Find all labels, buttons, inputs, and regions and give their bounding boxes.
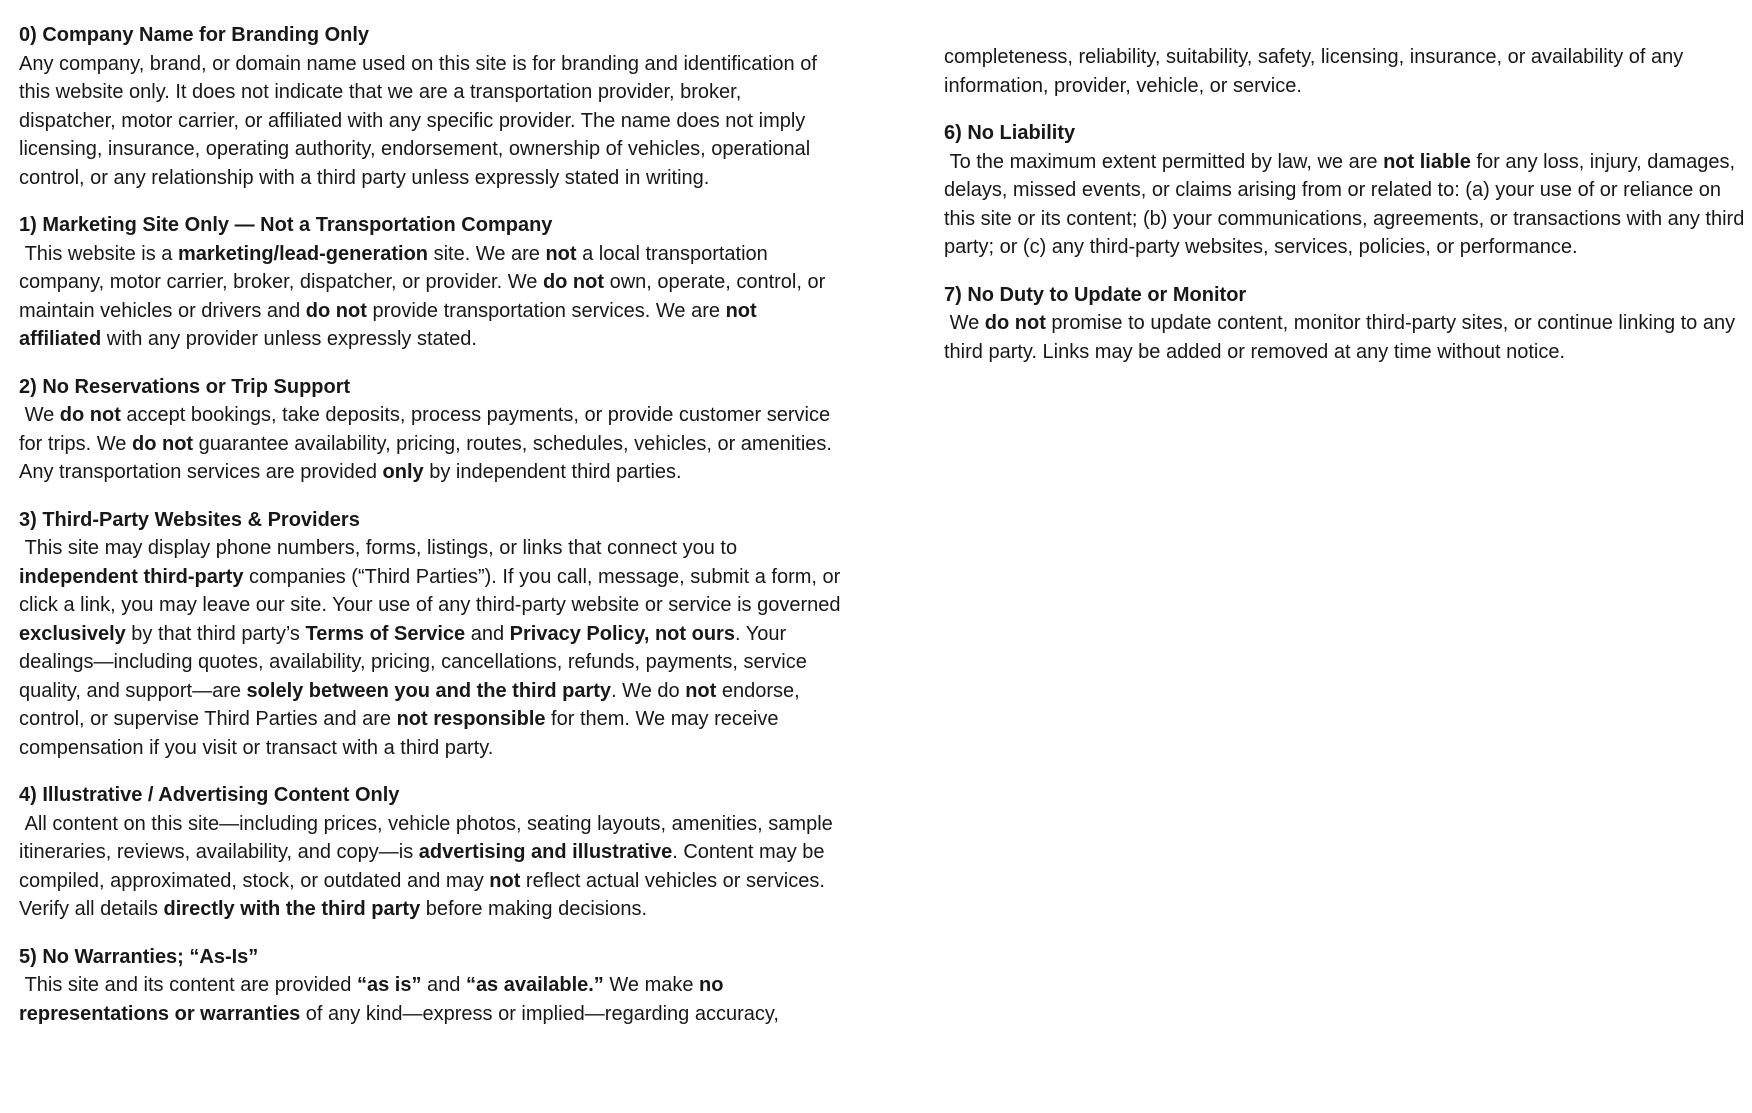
emphasis-text: “as is”	[356, 974, 422, 996]
disclaimer-section	[19, 506, 847, 763]
emphasis-text: do not	[59, 404, 121, 426]
section-heading: 0) Company Name for Branding Only	[19, 24, 370, 46]
section-paragraph: We do not accept bookings, take deposits, process payments, or provide customer service for trips. We do not guarantee availability, pricing, routes, schedules, vehicles, or amenities. Any transportation services are provided only by independent third parties.	[19, 404, 837, 483]
section-heading: 5) No Warranties; “As-Is”	[19, 945, 259, 968]
emphasis-text: “as available.”	[465, 974, 604, 996]
disclaimer-section	[19, 373, 841, 487]
disclaimer-section	[19, 781, 841, 924]
disclaimer-section	[944, 119, 1752, 262]
section-paragraph: We do not promise to update content, monitor third-party sites, or continue linking to any third party. Links may be added or removed at any time without notice.	[944, 312, 1741, 363]
disclaimer-section	[944, 281, 1752, 367]
emphasis-text: do not	[305, 299, 367, 322]
emphasis-text: Privacy Policy, not ours	[509, 622, 735, 645]
emphasis-text: not responsible	[396, 708, 546, 730]
emphasis-text: Terms of Service	[305, 622, 466, 645]
emphasis-text: only	[382, 461, 424, 483]
emphasis-text: do not	[984, 312, 1046, 334]
emphasis-text: not	[685, 679, 717, 702]
section-paragraph: To the maximum extent permitted by law, we are not liable for any loss, injury, damages, delays, missed events, or claims arising from or related to: (a) your use of or reliance on this site or its content; (b) your communications, agreements, or transactions with any third party; or (c) any third-party websites, services, policies, or performance.	[944, 150, 1750, 258]
section-heading: 4) Illustrative / Advertising Content Only	[19, 784, 400, 806]
emphasis-text: do not	[132, 432, 194, 455]
section-paragraph: Any company, brand, or domain name used on this site is for branding and identification of this website only. It does not indicate that we are a transportation provider, broker, dispatcher, motor carrier, or affiliated with any specific provider. The name does not imply licensing, insurance, operating authority, endorsement, ownership of vehicles, operational control, or any relationship with a third party unless expressly stated in writing.	[19, 52, 823, 189]
emphasis-text: exclusively	[19, 622, 126, 645]
emphasis-text: advertising and illustrative	[418, 841, 673, 863]
emphasis-text: directly with the third party	[163, 898, 421, 920]
disclaimer-section	[944, 43, 1752, 100]
section-heading: 3) Third-Party Websites & Providers	[19, 508, 360, 531]
emphasis-text: not	[545, 242, 577, 265]
disclaimer-section	[19, 21, 841, 192]
section-heading: 2) No Reservations or Trip Support	[19, 375, 351, 398]
emphasis-text: do not	[542, 271, 605, 293]
section-heading: 6) No Liability	[944, 122, 1076, 144]
emphasis-text: independent third-party	[19, 565, 244, 588]
section-paragraph: This website is a marketing/lead-generation site. We are not a local transportation company, motor carrier, broker, dispatcher, or provider. We do not own, operate, control, or maintain vehicles or drivers and do not provide transportation services. We are not affiliated with any provider unless expressly stated.	[19, 242, 831, 350]
emphasis-text: not	[489, 869, 521, 892]
section-heading: 1) Marketing Site Only — Not a Transportation Company	[19, 214, 553, 236]
disclaimer-column-right	[944, 43, 1752, 385]
section-paragraph: completeness, reliability, suitability, safety, licensing, insurance, or availability of any information, provider, vehicle, or service.	[944, 46, 1689, 97]
disclaimer-section	[19, 211, 841, 354]
emphasis-text: not affiliated	[19, 299, 763, 350]
disclaimer-section	[19, 943, 841, 1029]
emphasis-text: marketing/lead-generation	[177, 242, 429, 265]
section-heading: 7) No Duty to Update or Monitor	[944, 283, 1247, 306]
section-paragraph: This site may display phone numbers, forms, listings, or links that connect you to independent third-party companies (“Third Parties”). If you call, message, submit a form, or click a link, you may leave our site. Your use of any third-party website or service is governed exclusively by that third party’s Terms of Service and Privacy Policy, not ours. Your dealings—including quotes, availability, pricing, cancellations, refunds, payments, service quality, and support—are solely between you and the third party. We do not endorse, control, or supervise Third Parties and are not responsible for them. We may receive compensation if you visit or transact with a third party.	[19, 537, 847, 759]
emphasis-text: solely between you and the third party	[246, 679, 612, 702]
section-paragraph: All content on this site—including prices, vehicle photos, seating layouts, amenities, sample itineraries, reviews, availability, and copy—is advertising and illustrative. Content may be compiled, approximated, stock, or outdated and may not reflect actual vehicles or services. Verify all details directly with the third party before making decisions.	[19, 812, 839, 920]
section-paragraph: This site and its content are provided “as is” and “as available.” We make no representations or warranties of any kind—express or implied—regarding accuracy,	[19, 974, 779, 1025]
disclaimer-column-left	[19, 21, 847, 1047]
emphasis-text: not liable	[1383, 150, 1471, 173]
emphasis-text: no representations or warranties	[19, 974, 730, 1025]
